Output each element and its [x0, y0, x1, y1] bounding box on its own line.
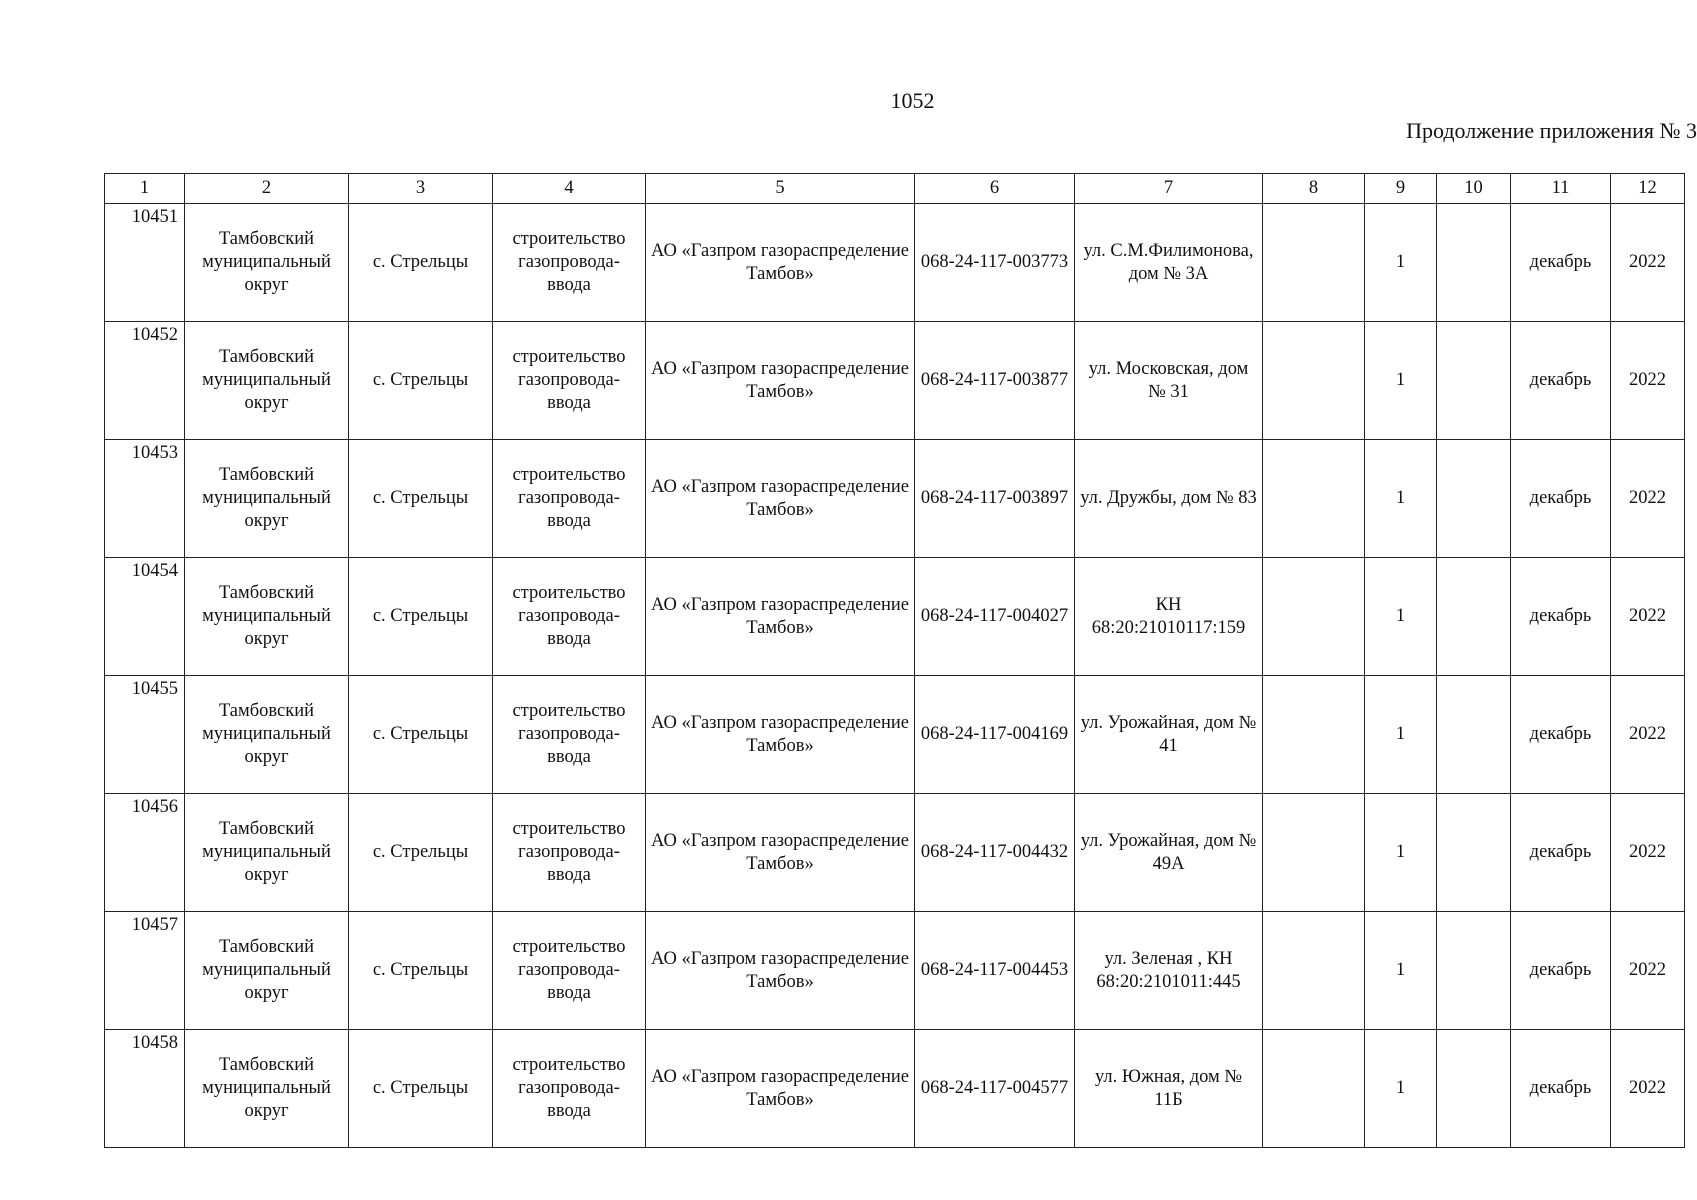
registry-table	[104, 173, 1685, 1148]
cell-address	[1075, 440, 1263, 558]
column-header-5: 5	[646, 174, 915, 204]
cell-year	[1611, 1030, 1685, 1148]
cell-record-number	[105, 1030, 185, 1148]
cell-quantity	[1365, 440, 1437, 558]
cell-quantity	[1365, 558, 1437, 676]
cell-month	[1511, 912, 1611, 1030]
cell-address	[1075, 322, 1263, 440]
cell-settlement	[349, 1030, 493, 1148]
cell-month	[1511, 322, 1611, 440]
cell-text: АО «Газпром газораспределение Тамбов»	[651, 1066, 909, 1110]
column-header-1: 1	[105, 174, 185, 204]
cell-text: Тамбовский муниципальный округ	[202, 1055, 331, 1121]
cell-year	[1611, 322, 1685, 440]
table-row	[105, 794, 1685, 912]
cell-record-number	[105, 322, 185, 440]
cell-col-8	[1263, 204, 1365, 322]
cell-col-8	[1263, 912, 1365, 1030]
cell-text: с. Стрельцы	[372, 606, 469, 626]
cell-quantity	[1365, 1030, 1437, 1148]
cell-text: декабрь	[1529, 724, 1592, 744]
table-row	[105, 440, 1685, 558]
cell-record-number	[105, 204, 185, 322]
cell-record-number	[105, 676, 185, 794]
cell-col-10	[1437, 440, 1511, 558]
cell-text: 068-24-117-003773	[920, 252, 1069, 272]
cell-month	[1511, 676, 1611, 794]
cell-text: 10451	[131, 207, 178, 227]
cell-district	[185, 558, 349, 676]
table-body	[105, 204, 1685, 1148]
cell-organization	[646, 558, 915, 676]
table-row	[105, 204, 1685, 322]
cell-text: декабрь	[1529, 488, 1592, 508]
cell-record-number	[105, 794, 185, 912]
cell-text: АО «Газпром газораспределение Тамбов»	[651, 594, 909, 638]
cell-organization	[646, 322, 915, 440]
cell-text: 1	[1395, 842, 1406, 862]
cell-text: строительство газопровода-ввода	[512, 583, 626, 649]
cell-text: 1	[1395, 606, 1406, 626]
cell-text: декабрь	[1529, 370, 1592, 390]
cell-text: 10454	[131, 561, 178, 581]
cell-work-type	[493, 322, 646, 440]
cell-text: 2022	[1629, 488, 1666, 508]
cell-code	[915, 204, 1075, 322]
column-header-9: 9	[1365, 174, 1437, 204]
cell-record-number	[105, 440, 185, 558]
cell-text: ул. Зеленая , КН 68:20:2101011:445	[1096, 948, 1241, 992]
cell-year	[1611, 204, 1685, 322]
cell-district	[185, 912, 349, 1030]
cell-text: АО «Газпром газораспределение Тамбов»	[651, 240, 909, 284]
cell-text: 2022	[1629, 1078, 1666, 1098]
cell-record-number	[105, 912, 185, 1030]
table-row	[105, 912, 1685, 1030]
cell-district	[185, 676, 349, 794]
cell-text: с. Стрельцы	[372, 842, 469, 862]
cell-work-type	[493, 558, 646, 676]
cell-text: 068-24-117-004577	[920, 1078, 1069, 1098]
cell-text: строительство газопровода-ввода	[512, 1055, 626, 1121]
cell-work-type	[493, 204, 646, 322]
cell-text: АО «Газпром газораспределение Тамбов»	[651, 476, 909, 520]
cell-text: КН 68:20:21010117:159	[1091, 594, 1246, 638]
table-row	[105, 558, 1685, 676]
header-row	[105, 174, 1685, 204]
cell-address	[1075, 558, 1263, 676]
cell-text: 2022	[1629, 842, 1666, 862]
cell-work-type	[493, 1030, 646, 1148]
cell-organization	[646, 912, 915, 1030]
cell-district	[185, 322, 349, 440]
cell-text: АО «Газпром газораспределение Тамбов»	[651, 358, 909, 402]
cell-settlement	[349, 912, 493, 1030]
cell-text: 1	[1395, 724, 1406, 744]
cell-text: 10458	[131, 1033, 178, 1053]
cell-district	[185, 794, 349, 912]
cell-text: 10457	[131, 915, 178, 935]
cell-work-type	[493, 912, 646, 1030]
cell-col-8	[1263, 440, 1365, 558]
cell-code	[915, 794, 1075, 912]
cell-text: декабрь	[1529, 960, 1592, 980]
column-header-7: 7	[1075, 174, 1263, 204]
cell-col-8	[1263, 676, 1365, 794]
cell-text: с. Стрельцы	[372, 370, 469, 390]
cell-text: Тамбовский муниципальный округ	[202, 465, 331, 531]
cell-text: декабрь	[1529, 252, 1592, 272]
cell-work-type	[493, 794, 646, 912]
cell-text: Тамбовский муниципальный округ	[202, 937, 331, 1003]
cell-text: 2022	[1629, 370, 1666, 390]
cell-text: Тамбовский муниципальный округ	[202, 229, 331, 295]
cell-text: с. Стрельцы	[372, 960, 469, 980]
cell-text: строительство газопровода-ввода	[512, 819, 626, 885]
cell-organization	[646, 204, 915, 322]
column-header-3: 3	[349, 174, 493, 204]
cell-col-8	[1263, 794, 1365, 912]
cell-text: АО «Газпром газораспределение Тамбов»	[651, 712, 909, 756]
cell-work-type	[493, 440, 646, 558]
cell-text: строительство газопровода-ввода	[512, 937, 626, 1003]
cell-settlement	[349, 204, 493, 322]
cell-month	[1511, 558, 1611, 676]
cell-text: строительство газопровода-ввода	[512, 347, 626, 413]
cell-month	[1511, 440, 1611, 558]
column-header-4: 4	[493, 174, 646, 204]
cell-quantity	[1365, 676, 1437, 794]
cell-quantity	[1365, 204, 1437, 322]
cell-text: ул. С.М.Филимонова, дом № 3А	[1083, 240, 1254, 284]
cell-organization	[646, 440, 915, 558]
cell-col-8	[1263, 558, 1365, 676]
cell-col-10	[1437, 558, 1511, 676]
cell-code	[915, 440, 1075, 558]
cell-text: ул. Урожайная, дом № 49А	[1080, 830, 1257, 874]
cell-text: 2022	[1629, 606, 1666, 626]
cell-organization	[646, 794, 915, 912]
cell-code	[915, 1030, 1075, 1148]
cell-text: 1	[1395, 1078, 1406, 1098]
cell-text: ул. Южная, дом № 11Б	[1094, 1066, 1243, 1110]
cell-address	[1075, 912, 1263, 1030]
cell-col-10	[1437, 1030, 1511, 1148]
cell-text: 2022	[1629, 724, 1666, 744]
cell-col-8	[1263, 1030, 1365, 1148]
cell-text: декабрь	[1529, 606, 1592, 626]
cell-year	[1611, 440, 1685, 558]
cell-text: строительство газопровода-ввода	[512, 701, 626, 767]
cell-col-8	[1263, 322, 1365, 440]
cell-organization	[646, 1030, 915, 1148]
cell-year	[1611, 558, 1685, 676]
cell-text: 068-24-117-004169	[920, 724, 1069, 744]
cell-text: с. Стрельцы	[372, 488, 469, 508]
cell-col-10	[1437, 912, 1511, 1030]
cell-month	[1511, 794, 1611, 912]
cell-address	[1075, 1030, 1263, 1148]
cell-text: 2022	[1629, 960, 1666, 980]
cell-settlement	[349, 794, 493, 912]
cell-col-10	[1437, 794, 1511, 912]
cell-text: строительство газопровода-ввода	[512, 465, 626, 531]
cell-text: 068-24-117-003897	[920, 488, 1069, 508]
cell-address	[1075, 794, 1263, 912]
cell-quantity	[1365, 794, 1437, 912]
cell-text: ул. Урожайная, дом № 41	[1080, 712, 1257, 756]
column-header-12: 12	[1611, 174, 1685, 204]
cell-record-number	[105, 558, 185, 676]
appendix-title: Продолжение приложения № 3	[1406, 118, 1697, 143]
cell-text: АО «Газпром газораспределение Тамбов»	[651, 948, 909, 992]
cell-text: с. Стрельцы	[372, 1078, 469, 1098]
table-header	[105, 174, 1685, 204]
cell-col-10	[1437, 204, 1511, 322]
cell-text: 1	[1395, 960, 1406, 980]
cell-text: 1	[1395, 370, 1406, 390]
cell-text: 068-24-117-003877	[920, 370, 1069, 390]
cell-text: декабрь	[1529, 1078, 1592, 1098]
cell-text: 068-24-117-004432	[920, 842, 1069, 862]
column-header-6: 6	[915, 174, 1075, 204]
cell-address	[1075, 676, 1263, 794]
column-header-11: 11	[1511, 174, 1611, 204]
cell-address	[1075, 204, 1263, 322]
cell-col-10	[1437, 322, 1511, 440]
column-header-2: 2	[185, 174, 349, 204]
cell-text: 1	[1395, 488, 1406, 508]
cell-text: декабрь	[1529, 842, 1592, 862]
cell-text: ул. Дружбы, дом № 83	[1080, 488, 1257, 508]
page-number: 1052	[890, 88, 935, 113]
cell-text: 068-24-117-004027	[920, 606, 1069, 626]
cell-text: 10453	[131, 443, 178, 463]
cell-text: 10452	[131, 325, 178, 345]
cell-month	[1511, 204, 1611, 322]
cell-code	[915, 322, 1075, 440]
cell-text: Тамбовский муниципальный округ	[202, 347, 331, 413]
table-row	[105, 322, 1685, 440]
cell-text: 068-24-117-004453	[920, 960, 1069, 980]
cell-text: 10455	[131, 679, 178, 699]
cell-settlement	[349, 676, 493, 794]
cell-text: Тамбовский муниципальный округ	[202, 583, 331, 649]
column-header-8: 8	[1263, 174, 1365, 204]
cell-work-type	[493, 676, 646, 794]
cell-code	[915, 676, 1075, 794]
cell-text: с. Стрельцы	[372, 252, 469, 272]
cell-code	[915, 558, 1075, 676]
cell-year	[1611, 676, 1685, 794]
cell-month	[1511, 1030, 1611, 1148]
cell-text: 2022	[1629, 252, 1666, 272]
cell-settlement	[349, 440, 493, 558]
table-row	[105, 676, 1685, 794]
cell-text: 10456	[131, 797, 178, 817]
cell-district	[185, 204, 349, 322]
cell-code	[915, 912, 1075, 1030]
cell-district	[185, 1030, 349, 1148]
cell-quantity	[1365, 322, 1437, 440]
cell-text: Тамбовский муниципальный округ	[202, 701, 331, 767]
cell-district	[185, 440, 349, 558]
table-row	[105, 1030, 1685, 1148]
cell-settlement	[349, 322, 493, 440]
cell-text: с. Стрельцы	[372, 724, 469, 744]
cell-text: 1	[1395, 252, 1406, 272]
cell-year	[1611, 912, 1685, 1030]
cell-text: строительство газопровода-ввода	[512, 229, 626, 295]
cell-year	[1611, 794, 1685, 912]
cell-organization	[646, 676, 915, 794]
cell-text: ул. Московская, дом № 31	[1088, 358, 1249, 402]
cell-text: АО «Газпром газораспределение Тамбов»	[651, 830, 909, 874]
cell-text: Тамбовский муниципальный округ	[202, 819, 331, 885]
cell-quantity	[1365, 912, 1437, 1030]
cell-settlement	[349, 558, 493, 676]
cell-col-10	[1437, 676, 1511, 794]
column-header-10: 10	[1437, 174, 1511, 204]
